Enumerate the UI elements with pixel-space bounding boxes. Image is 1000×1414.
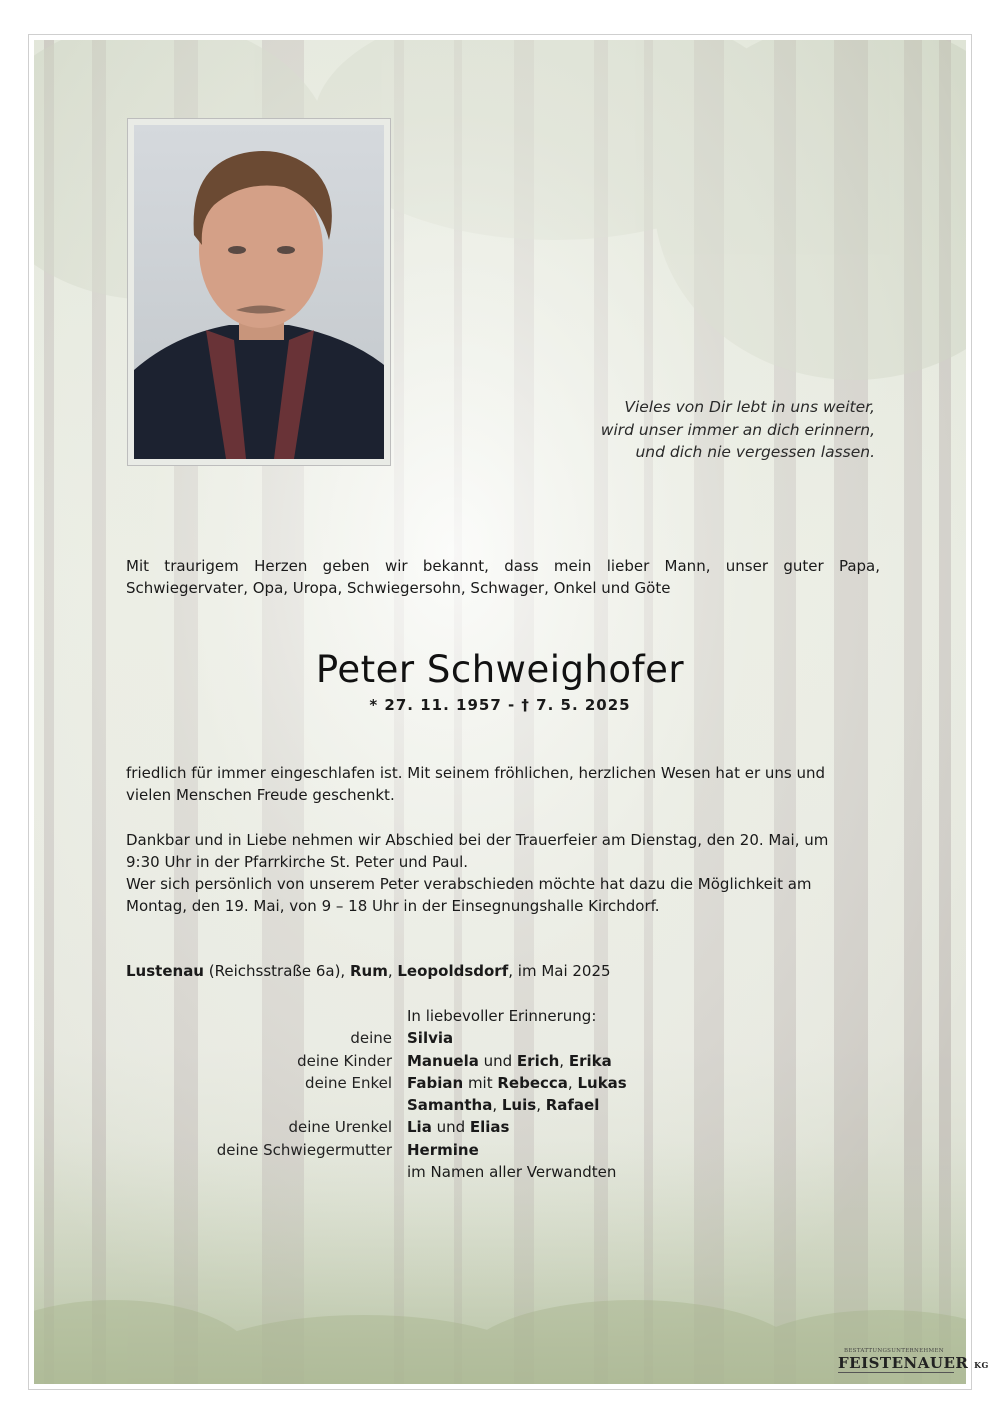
relative-name: Manuela	[407, 1051, 479, 1070]
paragraph-funeral	[126, 829, 880, 917]
relation-label: deine	[350, 1029, 392, 1048]
quote-line: und dich nie vergessen lassen.	[635, 443, 875, 461]
paragraph-line: 9:30 Uhr in der Pfarrkirche St. Peter und Paul.	[126, 853, 469, 871]
relative-name: Hermine	[407, 1140, 479, 1159]
place-and-date	[126, 962, 611, 980]
date-text: , im Mai 2025	[508, 962, 611, 980]
paragraph-line: Wer sich persönlich von unserem Peter verabschieden möchte hat dazu die Möglichkeit am	[126, 875, 812, 893]
relative-name: Rafael	[545, 1096, 600, 1115]
relation-label: deine Enkel	[305, 1073, 392, 1092]
town: Rum	[349, 962, 388, 980]
relation-names	[407, 1116, 510, 1138]
town: Lustenau	[126, 962, 204, 980]
relative-name: Luis	[501, 1096, 537, 1115]
closing-line: im Namen aller Verwandten	[407, 1163, 617, 1182]
connector: ,	[567, 1073, 578, 1092]
relation-names	[407, 1027, 453, 1049]
relation-names	[407, 1072, 627, 1094]
relative-name: Elias	[469, 1118, 510, 1137]
town: Leopoldsdorf	[397, 962, 509, 980]
relatives-list	[0, 1005, 1000, 1183]
relation-label: deine Urenkel	[288, 1118, 392, 1137]
relatives-heading: In liebevoller Erinnerung:	[407, 1007, 597, 1025]
connector: ,	[559, 1051, 569, 1070]
life-dates: * 27. 11. 1957 - † 7. 5. 2025	[369, 696, 631, 714]
connector: ,	[492, 1096, 502, 1115]
connector: ,	[536, 1096, 546, 1115]
separator: ,	[387, 962, 398, 980]
memorial-quote	[455, 396, 875, 464]
quote-line: Vieles von Dir lebt in uns weiter,	[624, 398, 875, 416]
address: (Reichsstraße 6a),	[204, 962, 350, 980]
portrait-frame	[127, 118, 391, 466]
logo-name	[838, 1354, 989, 1372]
relative-name: Silvia	[407, 1029, 454, 1048]
connector: mit	[463, 1073, 498, 1092]
relation-label: deine Schwiegermutter	[216, 1140, 392, 1159]
paragraph-line: Montag, den 19. Mai, von 9 – 18 Uhr in der Einsegnungshalle Kirchdorf.	[126, 897, 660, 915]
connector: und	[431, 1118, 470, 1137]
relative-name: Samantha	[407, 1096, 493, 1115]
deceased-name: Peter Schweighofer	[315, 648, 685, 691]
logo-underline	[838, 1372, 954, 1373]
relation-label: deine Kinder	[297, 1051, 392, 1070]
relation-names	[407, 1094, 599, 1116]
connector: und	[478, 1051, 517, 1070]
paragraph-line: vielen Menschen Freude geschenkt.	[126, 786, 395, 804]
quote-line: wird unser immer an dich erinnern,	[600, 420, 875, 439]
logo-subtitle: BESTATTUNGSUNTERNEHMEN	[844, 1348, 944, 1354]
relative-name: Fabian	[407, 1073, 464, 1092]
relative-name: Lukas	[577, 1073, 627, 1092]
relative-name: Erich	[516, 1051, 560, 1070]
relative-name: Rebecca	[497, 1073, 568, 1092]
logo-suffix: KG	[974, 1360, 989, 1370]
paragraph-line: friedlich für immer eingeschlafen ist. Mit seinem fröhlichen, herzlichen Wesen hat er uns und	[126, 764, 826, 782]
logo-brand: FEISTENAUER	[838, 1354, 969, 1372]
relative-name: Erika	[568, 1051, 612, 1070]
portrait-photo	[134, 125, 384, 459]
paragraph-passing	[126, 762, 880, 806]
paragraph-line: Dankbar und in Liebe nehmen wir Abschied bei der Trauerfeier am Dienstag, den 20. Mai, um	[126, 831, 829, 849]
announcement-intro: Mit traurigem Herzen geben wir bekannt, dass mein lieber Mann, unser guter Papa, Schwiegervater, Opa, Uropa, Schwiegersohn, Schwager, Onkel und Göte	[126, 557, 880, 597]
relative-name: Lia	[407, 1118, 432, 1137]
funeral-home-logo	[836, 1348, 989, 1376]
relation-names	[407, 1139, 479, 1161]
relation-names	[407, 1050, 612, 1072]
